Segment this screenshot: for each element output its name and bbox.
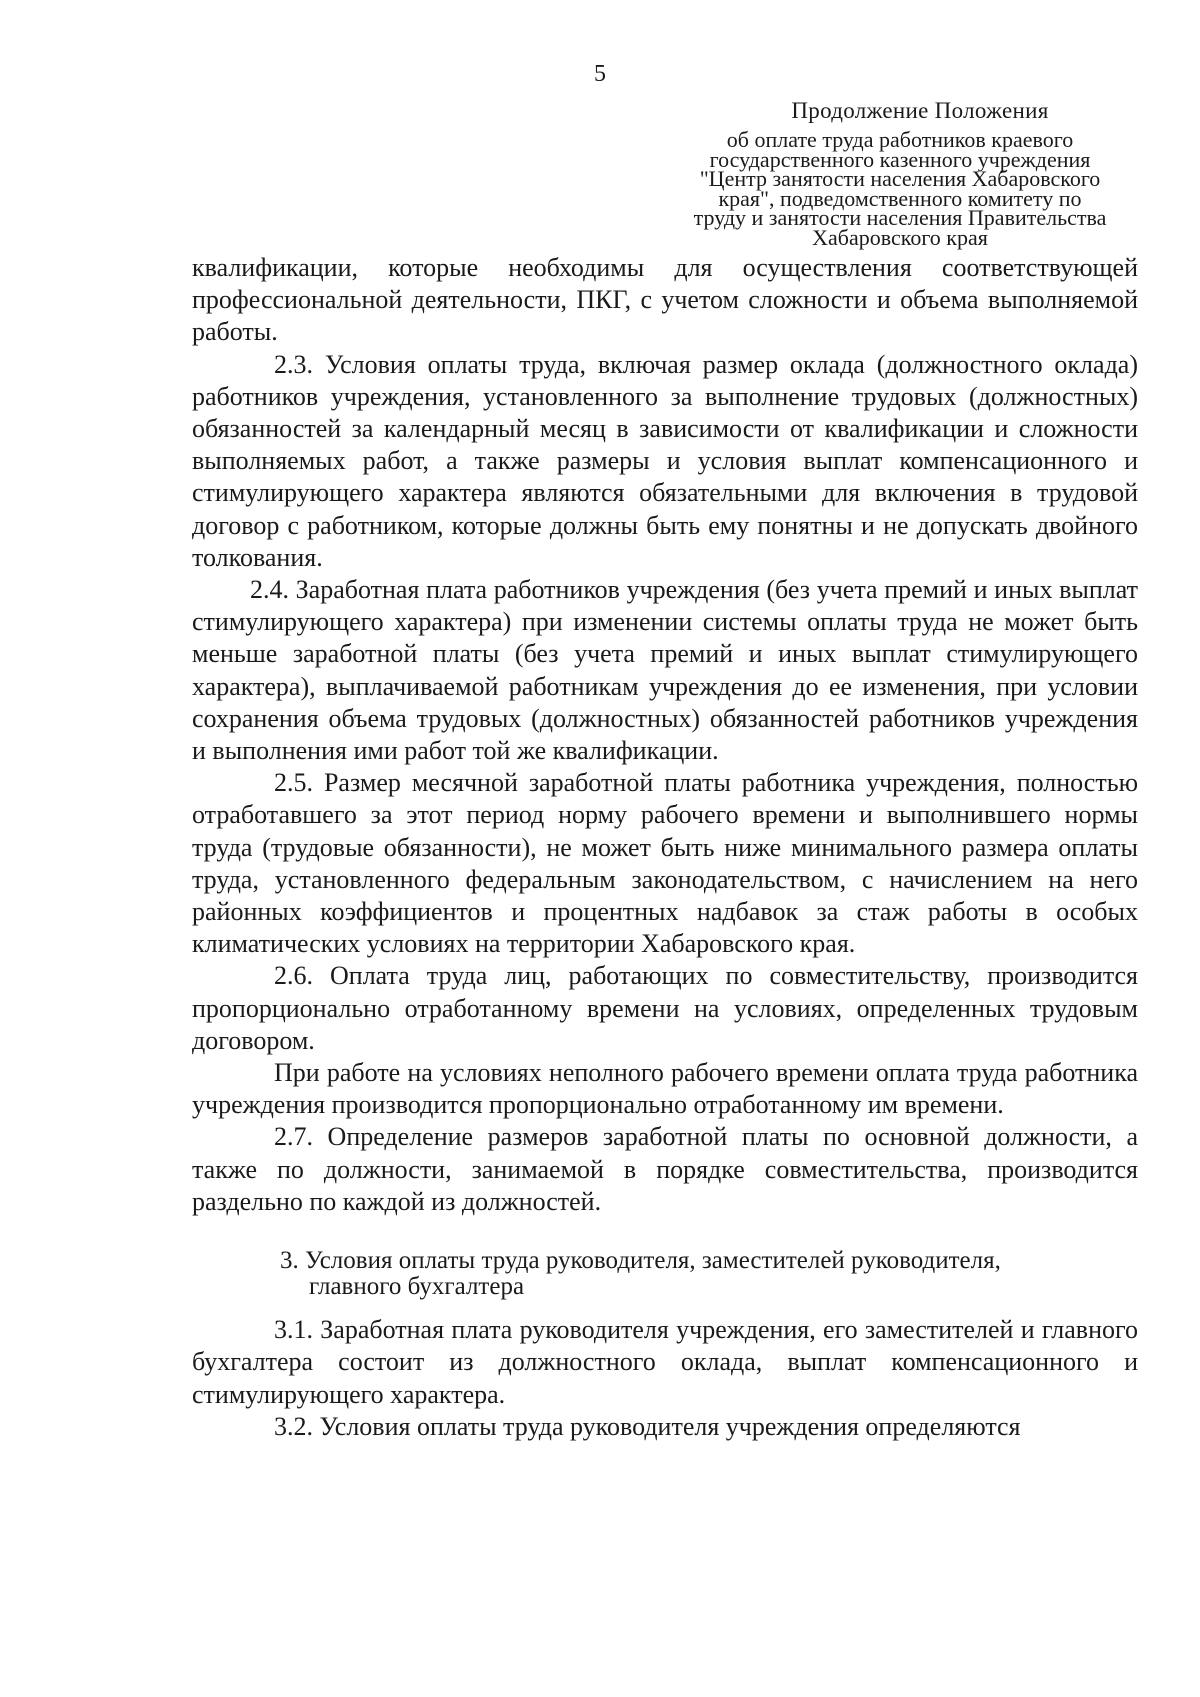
- page-number: 5: [594, 61, 606, 87]
- section-3-heading-line1: 3. Условия оплаты труда руководителя, заместителей руководителя,: [280, 1247, 1001, 1275]
- paragraph-part-time: При работе на условиях неполного рабочего времени оплата труда работника учреждения производится пропорционально отработанному им времени.: [192, 1058, 1138, 1120]
- section-3-heading: [192, 1248, 1138, 1300]
- paragraph-2-3: 2.3. Условия оплаты труда, включая размер оклада (должностного оклада) работников учреждения, установленного за выполнение трудовых (должностных) обязанностей за календарный месяц в зависимости от квалификации и сложности выполняемых работ, а также размеры и условия выплат компенсационного и стимулирующего характера являются обязательными для включения в трудовой договор с работником, которые должны быть ему понятны и не допускать двойного толкования.: [192, 349, 1138, 572]
- header-subtitle-line: края", подведомственного комитету по: [718, 185, 1082, 211]
- header-title: Продолжение Положения: [791, 98, 1049, 123]
- paragraph-continuation: квалификации, которые необходимы для осуществления соответствующей профессиональной деятельности, ПКГ, с учетом сложности и объема выполняемой работы.: [192, 253, 1138, 347]
- paragraph-2-4: 2.4. Заработная плата работников учреждения (без учета премий и иных выплат стимулирующего характера) при изменении системы оплаты труда не может быть меньше заработной платы (без учета премий и иных выплат стимулирующего характера), выплачиваемой работникам учреждения до ее изменения, при условии сохранения объема трудовых (должностных) обязанностей работников учреждения и выполнения ими работ той же квалификации.: [192, 575, 1138, 766]
- paragraph-2-7: 2.7. Определение размеров заработной платы по основной должности, а также по должности, занимаемой в порядке совместительства, производится раздельно по каждой из должностей.: [192, 1122, 1138, 1216]
- header-subtitle-line: труду и занятости населения Правительства: [693, 205, 1107, 230]
- paragraph-3-2: 3.2. Условия оплаты труда руководителя учреждения определяются: [274, 1411, 1021, 1441]
- header-subtitle: [650, 127, 1150, 250]
- document-body: [192, 252, 1138, 1443]
- header-subtitle-line: об оплате труда работников краевого: [726, 127, 1074, 152]
- paragraph-2-6: 2.6. Оплата труда лиц, работающих по совместительству, производится пропорционально отработанному времени на условиях, определенных трудовым договором.: [192, 961, 1138, 1055]
- header-subtitle-line: государственного казенного учреждения: [709, 146, 1091, 172]
- paragraph-3-1: 3.1. Заработная плата руководителя учреждения, его заместителей и главного бухгалтера состоит из должностного оклада, выплат компенсационного и стимулирующего характера.: [192, 1315, 1138, 1409]
- header-subtitle-line: Хабаровского края: [812, 224, 988, 250]
- section-3-heading-line2: главного бухгалтера: [309, 1273, 525, 1301]
- paragraph-2-5: 2.5. Размер месячной заработной платы работника учреждения, полностью отработавшего за этот период норму рабочего времени и выполнившего нормы труда (трудовые обязанности), не может быть ниже минимального размера оплаты труда, установленного федеральным законодательством, с начислением на него районных коэффициентов и процентных надбавок за стаж работы в особых климатических условиях на территории Хабаровского края.: [192, 768, 1138, 959]
- header-subtitle-line: "Центр занятости населения Хабаровского: [699, 166, 1101, 191]
